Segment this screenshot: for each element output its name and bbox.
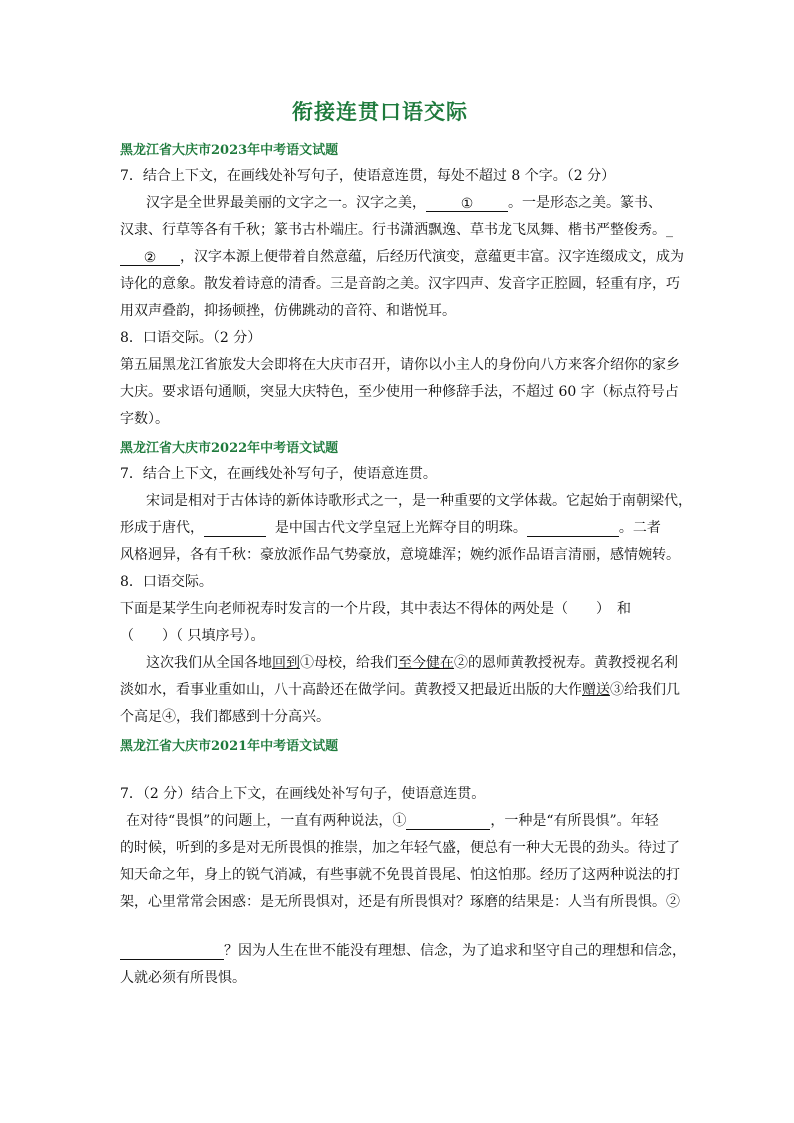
q7-text-2022-line3: 风格迥异，各有千秋：豪放派作品气势豪放，意境雄浑；婉约派作品语言清丽，感情婉转。: [120, 547, 680, 563]
q7-text-2021-line3: 知天命之年，身上的锐气消减，有些事就不免畏首畏尾、怕这怕那。经历了这两种说法的打: [120, 867, 680, 883]
q8-text-2022-line5: 个高足④，我们都感到十分高兴。: [120, 709, 330, 725]
page-title: 衔接连贯口语交际: [292, 99, 468, 124]
section-heading-2021: 黑龙江省大庆市2021年中考语文试题: [120, 739, 339, 754]
q8-text-2022-line4: 淡如水，看事业重如山，八十高龄还在做学问。黄教授又把最近出版的大作赠送③给我们几: [120, 682, 680, 698]
q7-text-2021-line2: 的时候，听到的多是对无所畏惧的推崇，加之年轻气盛，便总有一种大无畏的劲头。待过了: [120, 840, 680, 856]
q7-text-2023-line3: ② ，汉字本源上便带着自然意蕴，后经历代演变，意蕴更丰富。汉字连缀成文，成为: [120, 246, 680, 266]
underlined-phrase-1: 回到: [272, 655, 300, 671]
q8-text-2022-line3: 这次我们从全国各地回到①母校，给我们至今健在②的恩师黄教授祝寿。黄教授视名利: [146, 655, 678, 671]
q8-text-2022-line1: 下面是某学生向老师祝寿时发言的一个片段，其中表达不得体的两处是（ ） 和: [120, 601, 631, 617]
answer-blank-2022-1[interactable]: [204, 521, 266, 537]
q7-stem-2023: 7．结合上下文，在画线处补写句子，使语意连贯，每处不超过 8 个字。（2 分）: [120, 168, 616, 184]
q7-text-2021-line4: 架，心里常常会困惑：是无所畏惧对，还是有所畏惧对？琢磨的结果是：人当有所畏惧。②: [120, 894, 680, 910]
q8-text-2023-line1: 第五届黑龙江省旅发大会即将在大庆市召开，请你以小主人的身份向八方来客介绍你的家乡: [120, 357, 680, 373]
underlined-phrase-3: 赠送: [582, 682, 610, 698]
answer-blank-1[interactable]: ①: [426, 196, 508, 212]
q8-stem-2022: 8．口语交际。: [120, 574, 213, 590]
q7-text-2022-line2: 形成于唐代， 是中国古代文学皇冠上光辉夺目的明珠。 。二者: [120, 520, 661, 536]
answer-blank-2022-2[interactable]: [527, 521, 619, 537]
q7-text-2022-line1: 宋词是相对于古体诗的新体诗歌形式之一，是一种重要的文学体裁。它起始于南朝梁代，: [146, 493, 692, 509]
q7-text-2023-line1: 汉字是全世界最美丽的文字之一。汉字之美， ① 。一是形态之美。篆书、: [146, 195, 662, 212]
section-heading-2022: 黑龙江省大庆市2022年中考语文试题: [120, 441, 339, 456]
section-heading-2023: 黑龙江省大庆市2023年中考语文试题: [120, 143, 339, 158]
q8-stem-2023: 8．口语交际。（2 分）: [120, 330, 262, 346]
q7-stem-2022: 7．结合上下文，在画线处补写句子，使语意连贯。: [120, 466, 437, 482]
q7-stem-2021: 7．（2 分）结合上下文，在画线处补写句子，使语意连贯。: [120, 786, 486, 802]
q8-text-2023-line2: 大庆。要求语句通顺，突显大庆特色，至少使用一种修辞手法，不超过 60 字（标点符号占: [120, 384, 679, 400]
answer-blank-2[interactable]: ②: [120, 250, 180, 266]
q7-text-2023-line5: 用双声叠韵，抑扬顿挫，仿佛跳动的音符、和谐悦耳。: [120, 303, 456, 319]
q7-text-2023-line2: 汉隶、行草等各有千秋；篆书古朴端庄。行书潇洒飘逸、草书龙飞凤舞、楷书严整俊秀。_: [120, 222, 673, 238]
underlined-phrase-2: 至今健在: [398, 655, 454, 671]
q8-text-2023-line3: 字数）。: [120, 411, 169, 427]
q7-text-2021-line5: ？因为人生在世不能没有理想、信念，为了追求和坚守自己的理想和信念，: [120, 940, 680, 960]
answer-blank-2021-1[interactable]: [406, 814, 490, 830]
q8-text-2022-line2: （ ）（ 只填序号）。: [120, 628, 265, 644]
answer-blank-2021-2[interactable]: [120, 944, 224, 960]
q7-text-2021-line6: 人就必须有所畏惧。: [120, 970, 246, 986]
q7-text-2021-line1: 在对待“畏惧”的问题上，一直有两种说法，① ，一种是“有所畏惧”。年轻: [126, 813, 659, 829]
q7-text-2023-line4: 诗化的意象。散发着诗意的清香。三是音韵之美。汉字四声、发音字正腔圆，轻重有序，巧: [120, 276, 680, 292]
